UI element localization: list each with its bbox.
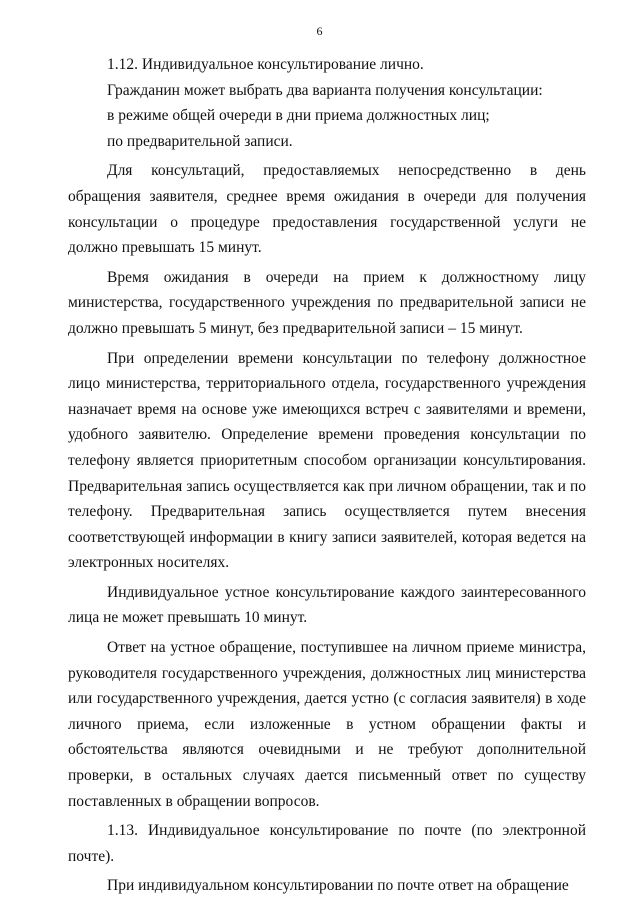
paragraph: Индивидуальное устное консультирование каждого заинтересованного лица не может превышать 10 минут. [68, 583, 586, 627]
paragraph: Время ожидания в очереди на прием к должностному лицу министерства, государственного учреждения по предварительной записи не должно превышать 5 минут, без предварительной записи – 15 минут. [68, 268, 586, 337]
section-heading-1-12: 1.12. Индивидуальное консультирование лично. [107, 56, 424, 73]
paragraph: При определении времени консультации по телефону должностное лицо министерства, территориального отдела, государственного учреждения назначает время на основе уже имеющихся встреч с заявителями и времени, удобного заявителю. Определение времени проведения консультации по телефону является приоритетным способом организации консультирования. Предварительная запись осуществляется как при личном обращении, так и по телефону. Предварительная запись осуществляется путем внесения соответствующей информации в книгу записи заявителей, которая ведется на электронных носителях. [68, 349, 586, 572]
list-item: по предварительной записи. [107, 132, 293, 150]
page-number: 6 [316, 24, 323, 38]
paragraph: При индивидуальном консультировании по почте ответ на обращение [107, 877, 569, 895]
paragraph: Гражданин может выбрать два варианта получения консультации: [107, 81, 543, 99]
list-item: в режиме общей очереди в дни приема должностных лиц; [107, 107, 490, 125]
paragraph: Ответ на устное обращение, поступившее на личном приеме министра, руководителя государственного учреждения, должностных лиц министерства или государственного учреждения, дается устно (с согласия заявителя) в ходе личного приема, если изложенные в устном обращении факты и обстоятельства являются очевидными и не требуют дополнительной проверки, в остальных случаях дается письменный ответ по существу поставленных в обращении вопросов. [68, 639, 586, 810]
document-body [68, 52, 586, 899]
paragraph: Для консультаций, предоставляемых непосредственно в день обращения заявителя, среднее время ожидания в очереди для получения консультации о процедуре предоставления государственной услуги не должно превышать 15 минут. [68, 162, 586, 257]
section-heading-1-13: 1.13. Индивидуальное консультирование по почте (по электронной почте). [68, 822, 586, 865]
